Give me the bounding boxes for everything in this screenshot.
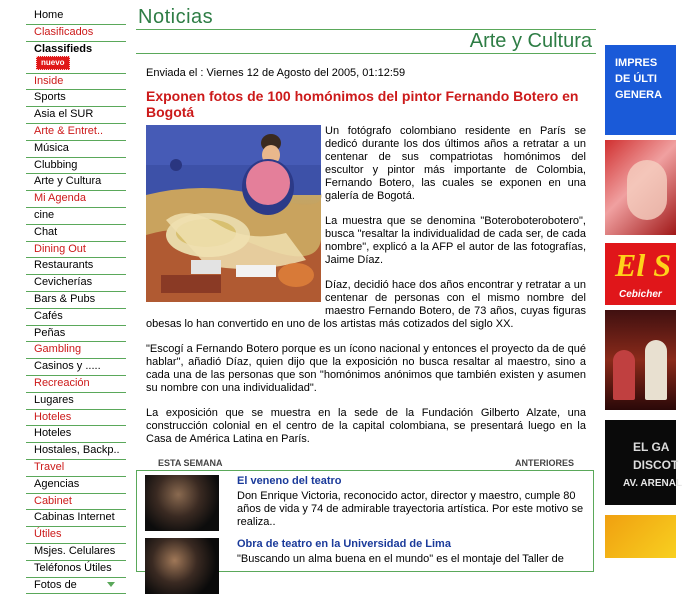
nav-item-música[interactable]: Música <box>26 141 126 158</box>
ad-banner-yellow[interactable] <box>605 515 676 558</box>
nav-item-arte-y-cultura[interactable]: Arte y Cultura <box>26 174 126 191</box>
nav-item-msjes-celulares[interactable]: Msjes. Celulares <box>26 544 126 561</box>
article-paragraph: "Escogí a Fernando Botero porque es un ícono nacional y entonces el proyecto da de qué hablar", añadió Díaz, quien dijo que la exposición no busca resaltar al maestro, sino a cada una de las personas que son "homónimos anónimos que también existen y asumen su nombre con una individualidad". <box>146 343 586 395</box>
ad-text: AV. ARENAL <box>623 478 682 489</box>
ad-banner-print[interactable] <box>605 45 676 135</box>
nav-item-cabinas-internet[interactable]: Cabinas Internet <box>26 510 126 527</box>
nav-item-teléfonos-útiles[interactable]: Teléfonos Útiles <box>26 561 126 578</box>
nav-item-fotos-de[interactable]: Fotos de <box>26 578 126 594</box>
category-title: Arte y Cultura <box>470 30 592 53</box>
ad-banner-dancers[interactable] <box>605 310 676 410</box>
nav-item-clubbing[interactable]: Clubbing <box>26 158 126 175</box>
tab-this-week[interactable]: ESTA SEMANA <box>158 458 223 468</box>
nav-item-bars-pubs[interactable]: Bars & Pubs <box>26 292 126 309</box>
ad-text: EL GA <box>633 438 678 456</box>
story-summary: "Buscando un alma buena en el mundo" es el montaje del Taller de <box>237 553 585 566</box>
nav-item-hostales-backp[interactable]: Hostales, Backp.. <box>26 443 126 460</box>
ad-text: Cebicher <box>619 289 662 300</box>
nav-item-recreación[interactable]: Recreación <box>26 376 126 393</box>
ad-text: IMPRES <box>615 55 662 71</box>
ad-column <box>605 0 676 558</box>
article-photo <box>146 125 321 302</box>
nav-item-travel[interactable]: Travel <box>26 460 126 477</box>
ad-banner-disco[interactable] <box>605 420 676 505</box>
nav-item-inside[interactable]: Inside <box>26 74 126 91</box>
ad-photo-figure <box>645 340 667 400</box>
nav-item-útiles[interactable]: Útiles <box>26 527 126 544</box>
nav-item-lugares[interactable]: Lugares <box>26 393 126 410</box>
article-sent-date: Enviada el : Viernes 12 de Agosto del 2005, 01:12:59 <box>146 67 586 79</box>
article-headline: Exponen fotos de 100 homónimos del pintor Fernando Botero en Bogotá <box>146 88 586 120</box>
ad-photo-figure <box>627 160 667 220</box>
story-thumbnail[interactable] <box>145 538 219 594</box>
list-item <box>145 475 585 533</box>
ad-banner-cebicheria[interactable] <box>605 243 676 305</box>
ad-text: DE ÚLTI <box>615 71 662 87</box>
tab-previous[interactable]: ANTERIORES <box>515 458 574 468</box>
nav-item-chat[interactable]: Chat <box>26 225 126 242</box>
header-divider-lower <box>136 53 596 54</box>
ad-banner-photo[interactable] <box>605 140 676 235</box>
nav-item-cafés[interactable]: Cafés <box>26 309 126 326</box>
botero-painting-image <box>146 125 321 302</box>
ad-photo-figure <box>613 350 635 400</box>
nav-item-classifieds[interactable]: Classifieds <box>26 42 126 55</box>
nav-item-hoteles[interactable]: Hoteles <box>26 426 126 443</box>
section-title: Noticias <box>138 6 213 29</box>
story-title-link[interactable]: Obra de teatro en la Universidad de Lima <box>237 538 451 550</box>
left-nav <box>26 8 126 594</box>
nav-item-cabinet[interactable]: Cabinet <box>26 494 126 511</box>
nav-item-restaurants[interactable]: Restaurants <box>26 258 126 275</box>
article-paragraph: Díaz, decidió hace dos años encontrar y retratar a un centenar de personas con el mismo nombre del maestro Fernando Botero, de 73 años, cuyas figuras obesas lo han convertido en uno de los artistas más cotizados del siglo XX. <box>146 279 586 331</box>
nav-item-dining-out[interactable]: Dining Out <box>26 242 126 259</box>
list-item <box>145 538 585 578</box>
nav-item-agencias[interactable]: Agencias <box>26 477 126 494</box>
nav-item-hoteles[interactable]: Hoteles <box>26 410 126 427</box>
nav-item-casinos-y[interactable]: Casinos y ..... <box>26 359 126 376</box>
nav-item-arte-entret[interactable]: Arte & Entret.. <box>26 124 126 141</box>
nav-item-clasificados[interactable]: Clasificados <box>26 25 126 42</box>
nav-item-peñas[interactable]: Peñas <box>26 326 126 343</box>
article <box>146 67 586 458</box>
story-thumbnail[interactable] <box>145 475 219 531</box>
story-list-tabs <box>136 456 596 470</box>
article-paragraph: Un fotógrafo colombiano residente en París se dedicó durante los dos últimos años a retratar a un centenar de sus compatriotas homónimos del escultor y pintor más importante de Colombia, Fernando Botero, las cuales se exponen en una galería de Bogotá. <box>146 125 586 203</box>
chevron-down-icon[interactable] <box>107 582 115 587</box>
nuevo-badge-row <box>26 55 126 74</box>
nav-item-sports[interactable]: Sports <box>26 90 126 107</box>
story-summary: Don Enrique Victoria, reconocido actor, director y maestro, cumple 80 años de vida y 74 de admirable trayectoria artística. Por este motivo se realiza.. <box>237 490 585 529</box>
story-title-link[interactable]: El veneno del teatro <box>237 475 342 487</box>
ad-text: DISCOT <box>633 456 678 474</box>
article-paragraph: La exposición que se muestra en la sede de la Fundación Gilberto Alzate, una construcción colonial en el centro de la capital colombiana, se presentará luego en la Casa de América Latina en París. <box>146 407 586 446</box>
nav-item-mi-agenda[interactable]: Mi Agenda <box>26 191 126 208</box>
nav-item-asia-el-sur[interactable]: Asia el SUR <box>26 107 126 124</box>
ad-text: GENERA <box>615 87 662 103</box>
nav-item-home[interactable]: Home <box>26 8 126 25</box>
ad-logo-text: El S <box>615 247 671 284</box>
nav-item-cine[interactable]: cine <box>26 208 126 225</box>
story-list <box>136 470 594 572</box>
nav-item-gambling[interactable]: Gambling <box>26 342 126 359</box>
nuevo-badge[interactable]: nuevo <box>36 56 70 70</box>
nav-item-cevicherías[interactable]: Cevicherías <box>26 275 126 292</box>
article-paragraph: La muestra que se denomina "Boteroboterobotero", busca "resaltar la individualidad de cada ser, de cada nombre", explicó a la AFP el autor de las fotografías, Jaime Díaz. <box>146 215 586 267</box>
